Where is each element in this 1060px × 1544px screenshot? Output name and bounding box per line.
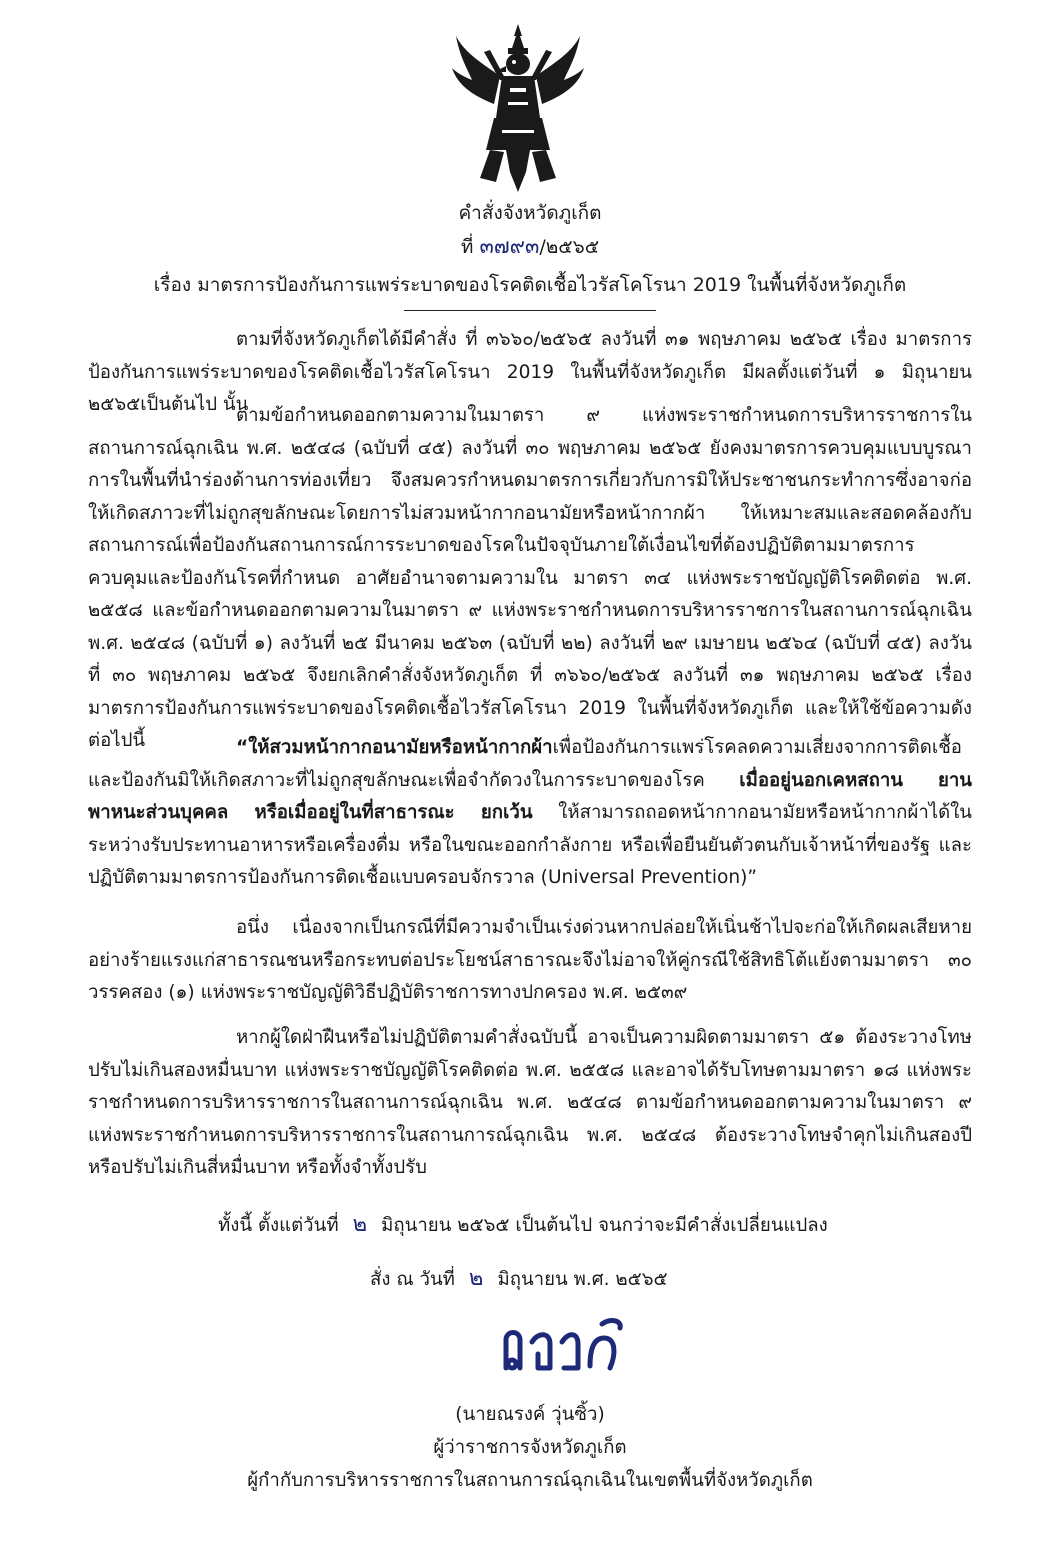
order-prefix: สั่ง ณ วันที่: [370, 1269, 455, 1290]
order-date-line: [370, 1260, 668, 1295]
document-title: คำสั่งจังหวัดภูเก็ต: [458, 202, 602, 224]
paragraph-3-text-d: ให้สามารถถอดหน้ากากอนามัยหรือหน้ากากผ้าได้ในระหว่างรับประทานอาหารหรือเครื่องดื่ม หรือในขณะออกกำลังกาย หรือเพื่อยืนยันตัวตนกับเจ้าหน้าที่ของรัฐ และปฏิบัติตามมาตรการป้องกันการติดเชื้อแบบครอบจักรวาล (Universal Prevention)”: [88, 802, 972, 888]
order-suffix: มิถุนายน พ.ศ. ๒๕๖๕: [497, 1269, 668, 1290]
paragraph-4: [88, 912, 972, 1010]
paragraph-5-text: หากผู้ใดฝ่าฝืนหรือไม่ปฏิบัติตามคำสั่งฉบับนี้ อาจเป็นความผิดตามมาตรา ๕๑ ต้องระวางโทษปรับไม่เกินสองหมื่นบาท แห่งพระราชบัญญัติโรคติดต่อ พ.ศ. ๒๕๕๘ และอาจได้รับโทษตามมาตรา ๑๘ แห่งพระราชกำหนดการบริหารราชการในสถานการณ์ฉุกเฉิน พ.ศ. ๒๕๔๘ ตามข้อกำหนดออกตามความในมาตรา ๙ แห่งพระราชกำหนดการบริหารราชการในสถานการณ์ฉุกเฉิน พ.ศ. ๒๕๔๘ ต้องระวางโทษจำคุกไม่เกินสองปี หรือปรับไม่เกินสี่หมื่นบาท หรือทั้งจำทั้งปรับ: [88, 1027, 972, 1178]
order-number-handwritten: ๓๗๙๓: [479, 234, 540, 258]
signatory-role: ผู้กำกับการบริหารราชการในสถานการณ์ฉุกเฉินในเขตพื้นที่จังหวัดภูเก็ต: [247, 1470, 813, 1491]
effective-suffix: มิถุนายน ๒๕๖๕ เป็นต้นไป จนกว่าจะมีคำสั่งเปลี่ยนแปลง: [381, 1215, 828, 1236]
paragraph-4-text: อนึ่ง เนื่องจากเป็นกรณีที่มีความจำเป็นเร่งด่วนหากปล่อยให้เนิ่นช้าไปจะก่อให้เกิดผลเสียหายอย่างร้ายแรงแก่สาธารณชนหรือกระทบต่อประโยชน์สาธารณะจึงไม่อาจให้คู่กรณีใช้สิทธิโต้แย้งตามมาตรา ๓๐ วรรคสอง (๑) แห่งพระราชบัญญัติวิธีปฏิบัติราชการทางปกครอง พ.ศ. ๒๕๓๙: [88, 917, 972, 1003]
effective-date-line: [218, 1206, 828, 1241]
effective-prefix: ทั้งนี้ ตั้งแต่วันที่: [218, 1215, 339, 1236]
paragraph-5: [88, 1022, 972, 1185]
order-day-handwritten: ๒: [468, 1266, 484, 1291]
order-number-prefix: ที่: [460, 236, 474, 258]
document-subject: เรื่อง มาตรการป้องกันการแพร่ระบาดของโรคติดเชื้อไวรัสโคโรนา 2019 ในพื้นที่จังหวัดภูเก็ต: [153, 274, 907, 296]
effective-day-handwritten: ๒: [352, 1212, 368, 1237]
signatory-block: [0, 1398, 1060, 1497]
header-divider: [404, 310, 656, 311]
paragraph-2-text: ตามข้อกำหนดออกตามความในมาตรา ๙ แห่งพระราชกำหนดการบริหารราชการในสถานการณ์ฉุกเฉิน พ.ศ. ๒๕๔๘ (ฉบับที่ ๔๕) ลงวันที่ ๓๐ พฤษภาคม ๒๕๖๕ ยังคงมาตรการควบคุมแบบบูรณาการในพื้นที่นำร่องด้านการท่องเที่ยว จึงสมควรกำหนดมาตรการเกี่ยวกับการมิให้ประชาชนกระทำการซึ่งอาจก่อให้เกิดสภาวะที่ไม่ถูกสุขลักษณะโดยการไม่สวมหน้ากากอนามัยหรือหน้ากากผ้า ให้เหมาะสมและสอดคล้องกับสถานการณ์เพื่อป้องกันสถานการณ์การระบาดของโรคในปัจจุบันภายใต้เงื่อนไขที่ต้องปฏิบัติตามมาตรการควบคุมและป้องกันโรคที่กำหนด อาศัยอำนาจตามความใน มาตรา ๓๔ แห่งพระราชบัญญัติโรคติดต่อ พ.ศ. ๒๕๕๘ และข้อกำหนดออกตามความในมาตรา ๙ แห่งพระราชกำหนดการบริหารราชการในสถานการณ์ฉุกเฉิน พ.ศ. ๒๕๔๘ (ฉบับที่ ๑) ลงวันที่ ๒๕ มีนาคม ๒๕๖๓ (ฉบับที่ ๒๒) ลงวันที่ ๒๙ เมษายน ๒๕๖๔ (ฉบับที่ ๔๕) ลงวันที่ ๓๐ พฤษภาคม ๒๕๖๕ จึงยกเลิกคำสั่งจังหวัดภูเก็ต ที่ ๓๖๖๐/๒๕๖๕ ลงวันที่ ๓๑ พฤษภาคม ๒๕๖๕ เรื่อง มาตรการป้องกันการแพร่ระบาดของโรคติดเชื้อไวรัสโคโรนา 2019 ในพื้นที่จังหวัดภูเก็ต และให้ใช้ข้อความดังต่อไปนี้: [88, 405, 972, 751]
signatory-position: ผู้ว่าราชการจังหวัดภูเก็ต: [433, 1437, 627, 1458]
order-number-suffix: /๒๕๖๕: [539, 236, 600, 258]
paragraph-2: [88, 400, 972, 758]
paragraph-3-text-b: เพื่อป้องกันการแพร่โรคลดความเสี่ยงจากการติดเชื้อและป้องกันมิให้เกิดสภาวะที่ไม่ถูกสุขลักษณะเพื่อจำกัดวงในการระบาดของโรค: [88, 737, 962, 791]
paragraph-3-quoted-measure: [88, 732, 972, 895]
order-number: [0, 230, 1060, 263]
paragraph-1-text: ตามที่จังหวัดภูเก็ตได้มีคำสั่ง ที่ ๓๖๖๐/๒๕๖๕ ลงวันที่ ๓๑ พฤษภาคม ๒๕๖๕ เรื่อง มาตรการป้องกันการแพร่ระบาดของโรคติดเชื้อไวรัสโคโรนา 2019 ในพื้นที่จังหวัดภูเก็ต มีผลตั้งแต่วันที่ ๑ มิถุนายน ๒๕๖๕เป็นต้นไป นั้น: [88, 329, 972, 415]
paragraph-3-bold-a: “ให้สวมหน้ากากอนามัยหรือหน้ากากผ้า: [236, 737, 553, 758]
garuda-emblem-icon: [450, 22, 586, 194]
handwritten-signature: [498, 1318, 628, 1380]
paragraph-3-bold-c: เมื่ออยู่นอกเคหสถาน ยานพาหนะส่วนบุคคล หรือเมื่ออยู่ในที่สาธารณะ ยกเว้น: [88, 769, 972, 823]
signatory-name: (นายณรงค์ วุ่นซิ้ว): [455, 1404, 605, 1425]
